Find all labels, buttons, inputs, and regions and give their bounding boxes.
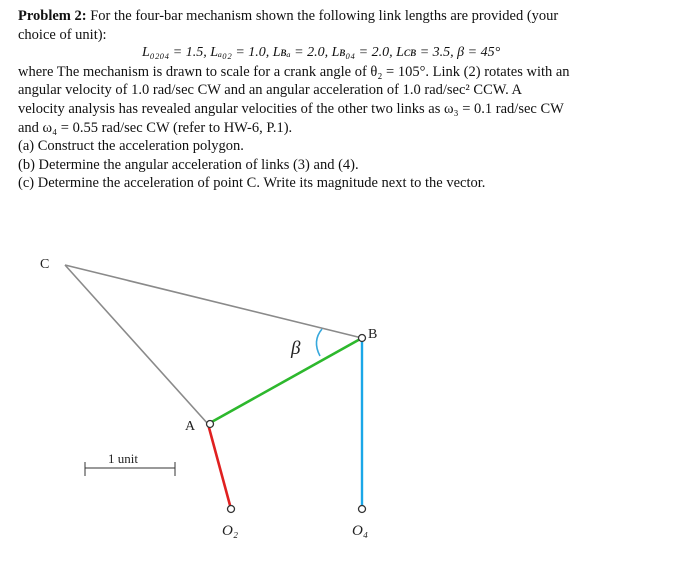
label-o4: O₄ — [352, 523, 369, 539]
joint-a — [207, 421, 214, 428]
problem-title: Problem 2: — [18, 8, 87, 24]
joint-b — [359, 335, 366, 342]
part-b: (b) Determine the angular acceleration of links (3) and (4). — [18, 156, 359, 173]
link-c-b — [65, 265, 362, 338]
intro-line-2: choice of unit): — [18, 26, 107, 43]
intro-line-1: Problem 2: For the four-bar mechanism shown the following link lengths are provided (your — [18, 8, 559, 24]
label-c: C — [40, 257, 50, 272]
link-c-a — [65, 265, 208, 424]
ground-pivot-o4 — [359, 506, 366, 513]
label-a: A — [185, 419, 196, 434]
link-2-crank — [208, 424, 231, 509]
label-beta: β — [291, 338, 301, 359]
label-b: B — [368, 327, 378, 342]
part-c: (c) Determine the acceleration of point C. Write its magnitude next to the vector. — [18, 175, 486, 192]
part-a: (a) Construct the acceleration polygon. — [18, 138, 244, 155]
description-line-2: angular velocity of 1.0 rad/sec CW and an angular acceleration of 1.0 rad/sec² CCW. A — [18, 82, 523, 99]
description-line-1: where The mechanism is drawn to scale for a crank angle of θ₂ = 105°. Link (2) rotates with an — [18, 63, 570, 80]
beta-angle-arc — [316, 329, 322, 356]
scale-label: 1 unit — [108, 451, 138, 466]
description-line-4: and ω₄ = 0.55 rad/sec CW (refer to HW-6, P.1). — [18, 119, 293, 136]
description-line-3: velocity analysis has revealed angular velocities of the other two links as ω₃ = 0.1 rad/sec CW — [18, 100, 564, 117]
scale-bar — [85, 451, 175, 476]
label-o2: O₂ — [222, 523, 239, 539]
link-3-ab — [208, 338, 362, 424]
ground-pivot-o2 — [228, 506, 235, 513]
link-lengths-equation: L₀₂₀₄ = 1.5, Lₐ₀₂ = 1.0, Lʙₐ = 2.0, Lʙ₀₄ = 2.0, Lᴄʙ = 3.5, β = 45° — [142, 45, 501, 61]
